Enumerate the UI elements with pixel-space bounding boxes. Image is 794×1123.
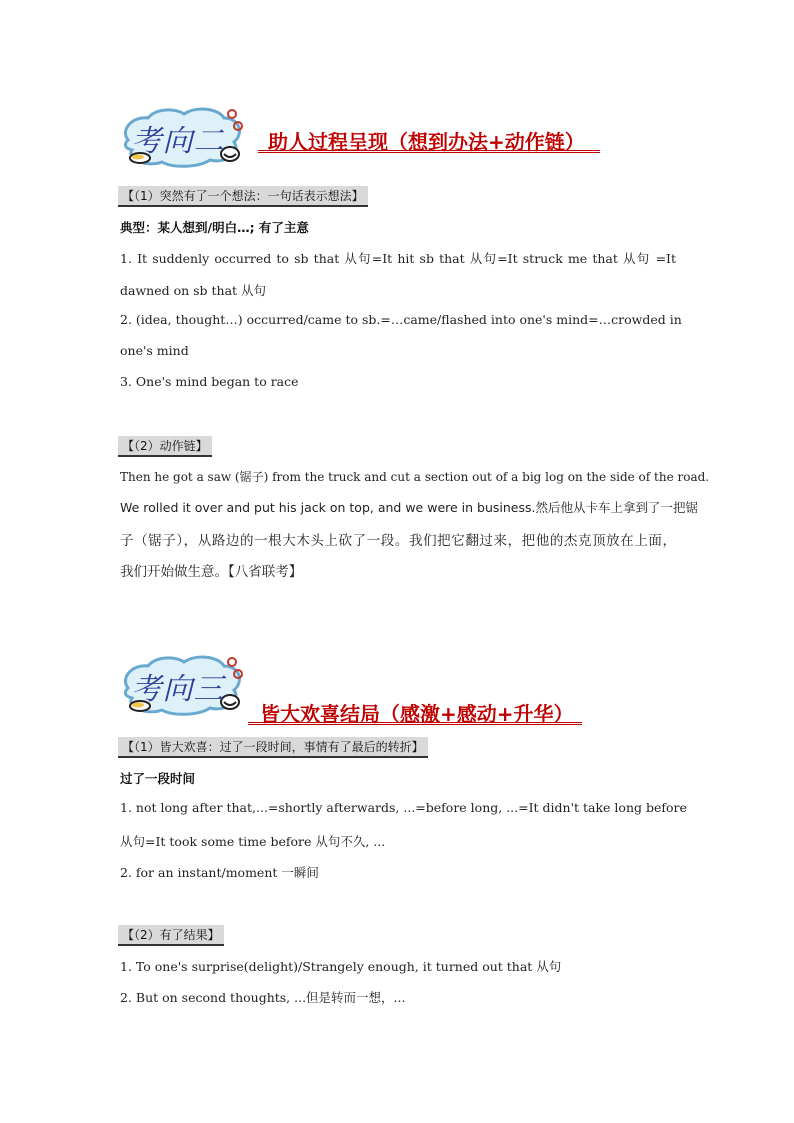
section-3-badge: [118, 654, 250, 718]
section-2-line-3: 2. (idea, thought…) occurred/came to sb.=…came/flashed into one's mind=…crowded in: [120, 312, 682, 327]
section-2-title-rule: [258, 150, 600, 153]
section-3-tag-2: 【（2）有了结果】: [118, 925, 224, 946]
section-3-heading: 过了一段时间: [120, 771, 196, 786]
section-3-result-line-1: 1. To one's surprise(delight)/Strangely enough, it turned out that 从句: [120, 959, 562, 974]
section-3-result-line-2: 2. But on second thoughts, ...但是转而一想，...: [120, 990, 406, 1005]
section-2-line-2: dawned on sb that 从句: [120, 283, 267, 298]
section-2-line-1: 1. It suddenly occurred to sb that 从句=It hit sb that 从句=It struck me that 从句 =It: [120, 251, 676, 266]
section-3-line-2: 从句=It took some time before 从句不久, ...: [120, 834, 386, 849]
section-3-tag-1: 【（1）皆大欢喜：过了一段时间，事情有了最后的转折】: [118, 737, 428, 758]
section-2-typical: 典型：某人想到/明白…; 有了主意: [120, 220, 309, 235]
section-2-para-line-2: We rolled it over and put his jack on top, and we were in business.然后他从卡车上拿到了一把锯: [120, 500, 698, 515]
section-2-para-line-1: Then he got a saw (锯子) from the truck and cut a section out of a big log on the side of the road.: [120, 470, 710, 484]
section-3-line-1: 1. not long after that,...=shortly afterwards, ...=before long, ...=It didn't take long before: [120, 800, 687, 815]
section-2-title: 助人过程呈现（想到办法+动作链）: [268, 130, 585, 154]
section-2-tag-1: 【（1）突然有了一个想法：一句话表示想法】: [118, 186, 368, 207]
section-3-badge-text: 考向三: [131, 672, 225, 707]
section-2-para-line-3: 子（锯子），从路边的一根大木头上砍了一段。我们把它翻过来，把他的杰克顶放在上面，: [120, 533, 676, 549]
section-2-tag-2: 【（2）动作链】: [118, 436, 212, 457]
section-2-para-line-4: 我们开始做生意。【八省联考】: [120, 564, 303, 580]
section-2-badge: [118, 106, 250, 170]
section-2-line-4: one's mind: [120, 343, 189, 358]
section-3-header: [118, 654, 618, 726]
section-2-line-5: 3. One's mind began to race: [120, 374, 299, 389]
section-3-line-3: 2. for an instant/moment 一瞬间: [120, 865, 319, 880]
section-3-title-rule: [248, 722, 582, 725]
section-2-badge-text: 考向二: [131, 124, 225, 159]
section-2-header: [118, 106, 618, 170]
section-3-title: 皆大欢喜结局（感激+感动+升华）: [260, 702, 574, 726]
